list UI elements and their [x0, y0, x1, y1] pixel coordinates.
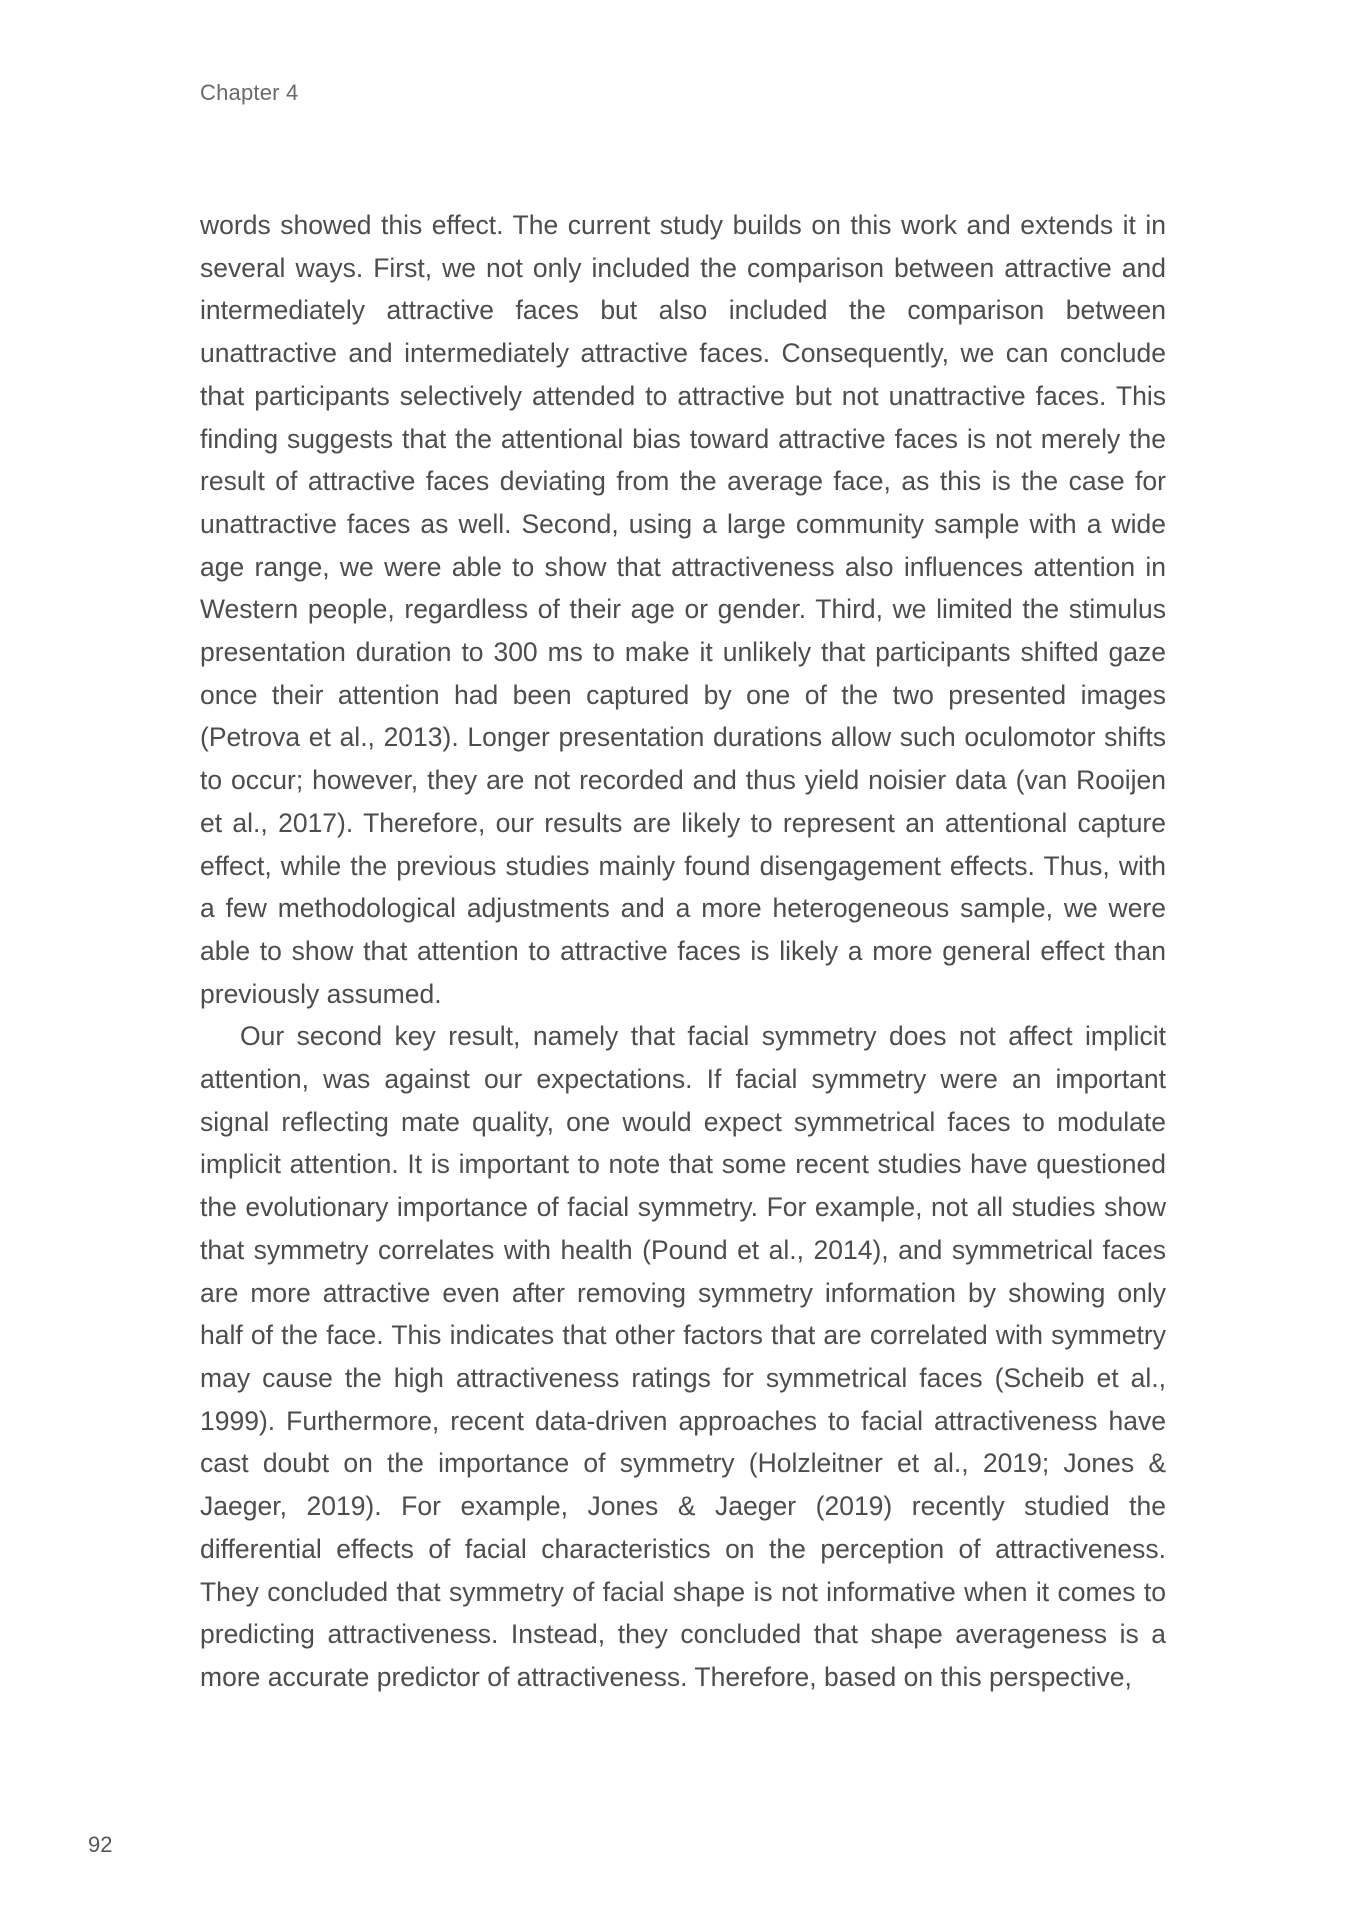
page-number: 92: [88, 1832, 113, 1857]
paragraph-1: words showed this effect. The current study builds on this work and extends it in several ways. First, we not only included the comparison between attractive and intermediately attractive faces but also included the comparison between unattractive and intermediately attractive faces. Consequently, we can conclude that participants selectively attended to attractive but not unattractive faces. This finding suggests that the attentional bias toward attractive faces is not merely the result of attractive faces deviating from the average face, as this is the case for unattractive faces as well. Second, using a large community sample with a wide age range, we were able to show that attractiveness also influences attention in Western people, regardless of their age or gender. Third, we limited the stimulus presentation duration to 300 ms to make it unlikely that participants shifted gaze once their attention had been captured by one of the two presented images (Petrova et al., 2013). Longer presentation durations allow such oculomotor shifts to occur; however, they are not recorded and thus yield noisier data (van Rooijen et al., 2017). Therefore, our results are likely to represent an attentional capture effect, while the previous studies mainly found disengagement effects. Thus, with a few methodological adjustments and a more heterogeneous sample, we were able to show that attention to attractive faces is likely a more general effect than previously assumed.: [200, 210, 1166, 1009]
running-header: Chapter 4: [200, 80, 299, 105]
body-text: [200, 204, 1166, 1699]
paragraph-2: Our second key result, namely that facial symmetry does not affect implicit attention, was against our expectations. If facial symmetry were an important signal reflecting mate quality, one would expect symmetrical faces to modulate implicit attention. It is important to note that some recent studies have questioned the evolutionary importance of facial symmetry. For example, not all studies show that symmetry correlates with health (Pound et al., 2014), and symmetrical faces are more attractive even after removing symmetry information by showing only half of the face. This indicates that other factors that are correlated with symmetry may cause the high attractiveness ratings for symmetrical faces (Scheib et al., 1999). Furthermore, recent data-driven approaches to facial attractiveness have cast doubt on the importance of symmetry (Holzleitner et al., 2019; Jones & Jaeger, 2019). For example, Jones & Jaeger (2019) recently studied the differential effects of facial characteristics on the perception of attractiveness. They concluded that symmetry of facial shape is not informative when it comes to predicting attractiveness. Instead, they concluded that shape averageness is a more accurate predictor of attractiveness. Therefore, based on this perspective,: [200, 1021, 1166, 1692]
